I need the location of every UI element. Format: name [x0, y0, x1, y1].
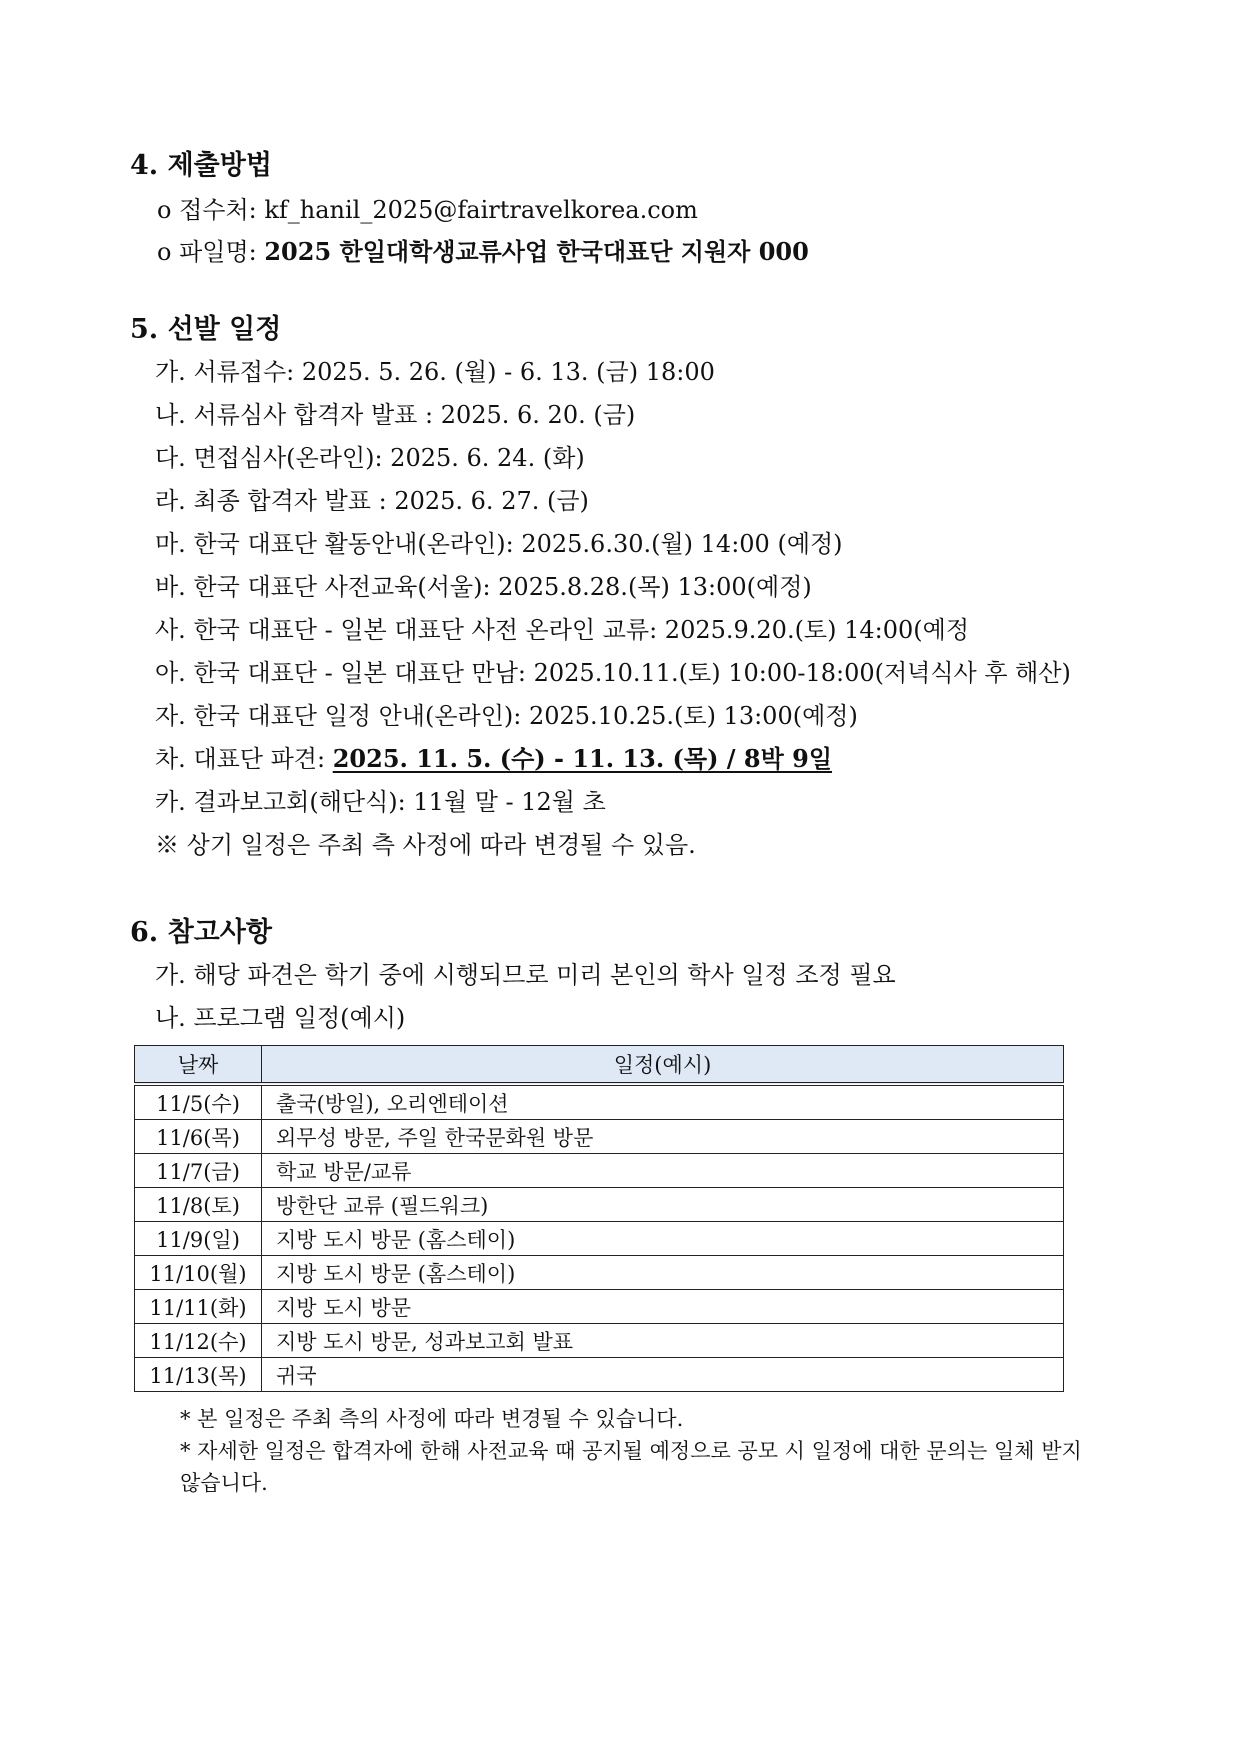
row-date: 11/7(금) — [135, 1154, 262, 1188]
table-row — [135, 1324, 1064, 1358]
table-row — [135, 1222, 1064, 1256]
row-date: 11/8(토) — [135, 1188, 262, 1222]
header-date: 날짜 — [135, 1046, 262, 1085]
row-event: 귀국 — [262, 1358, 1064, 1392]
schedule-item: 아. 한국 대표단 - 일본 대표단 만남: 2025.10.11.(토) 10:00-18:00(저녁식사 후 해산) — [155, 659, 1071, 687]
row-event: 지방 도시 방문 — [262, 1290, 1064, 1324]
filename-value: 2025 한일대학생교류사업 한국대표단 지원자 000 — [264, 237, 809, 266]
schedule-notice: ※ 상기 일정은 주최 측 사정에 따라 변경될 수 있음. — [155, 831, 696, 859]
row-date: 11/9(일) — [135, 1222, 262, 1256]
schedule-item: 카. 결과보고회(해단식): 11월 말 - 12월 초 — [155, 788, 606, 816]
section-6-heading: 6. 참고사항 — [130, 917, 272, 948]
schedule-item: 나. 서류심사 합격자 발표 : 2025. 6. 20. (금) — [155, 401, 636, 429]
reference-item: 가. 해당 파견은 학기 중에 시행되므로 미리 본인의 학사 일정 조정 필요 — [155, 961, 896, 989]
reference-item: 나. 프로그램 일정(예시) — [155, 1004, 406, 1032]
row-event: 학교 방문/교류 — [262, 1154, 1064, 1188]
table-row — [135, 1358, 1064, 1392]
submission-email-line: o 접수처: kf_hanil_2025@fairtravelkorea.com — [157, 196, 698, 224]
table-footnote: * 본 일정은 주최 측의 사정에 따라 변경될 수 있습니다. — [180, 1407, 684, 1431]
table-footnote: * 자세한 일정은 합격자에 한해 사전교육 때 공지될 예정으로 공모 시 일정에 대한 문의는 일체 받지 않습니다. — [180, 1439, 1082, 1495]
row-date: 11/6(목) — [135, 1120, 262, 1154]
row-event: 지방 도시 방문 (홈스테이) — [262, 1256, 1064, 1290]
table-row — [135, 1084, 1064, 1120]
row-date: 11/11(화) — [135, 1290, 262, 1324]
row-date: 11/10(월) — [135, 1256, 262, 1290]
row-event: 출국(방일), 오리엔테이션 — [262, 1084, 1064, 1120]
row-date: 11/13(목) — [135, 1358, 262, 1392]
program-schedule-table — [134, 1045, 1064, 1392]
row-event: 지방 도시 방문 (홈스테이) — [262, 1222, 1064, 1256]
header-schedule: 일정(예시) — [262, 1046, 1064, 1085]
row-date: 11/5(수) — [135, 1084, 262, 1120]
section-4-heading: 4. 제출방법 — [130, 150, 272, 181]
schedule-item: 마. 한국 대표단 활동안내(온라인): 2025.6.30.(월) 14:00 (예정) — [155, 530, 843, 558]
schedule-item: 바. 한국 대표단 사전교육(서울): 2025.8.28.(목) 13:00(예정) — [155, 573, 812, 601]
row-event: 지방 도시 방문, 성과보고회 발표 — [262, 1324, 1064, 1358]
table-row — [135, 1154, 1064, 1188]
section-5-heading: 5. 선발 일정 — [130, 314, 282, 345]
table-header-row — [135, 1046, 1064, 1085]
schedule-item: 자. 한국 대표단 일정 안내(온라인): 2025.10.25.(토) 13:00(예정) — [155, 702, 858, 730]
row-event: 외무성 방문, 주일 한국문화원 방문 — [262, 1120, 1064, 1154]
filename-prefix: o 파일명: — [157, 238, 265, 266]
schedule-item: 사. 한국 대표단 - 일본 대표단 사전 온라인 교류: 2025.9.20.(토) 14:00(예정 — [155, 616, 970, 644]
table-row — [135, 1290, 1064, 1324]
table-row — [135, 1256, 1064, 1290]
table-row — [135, 1188, 1064, 1222]
row-date: 11/12(수) — [135, 1324, 262, 1358]
row-event: 방한단 교류 (필드워크) — [262, 1188, 1064, 1222]
submission-filename-line — [157, 232, 809, 267]
schedule-item: 가. 서류접수: 2025. 5. 26. (월) - 6. 13. (금) 18:00 — [155, 358, 715, 386]
schedule-item: 라. 최종 합격자 발표 : 2025. 6. 27. (금) — [155, 487, 589, 515]
table-row — [135, 1120, 1064, 1154]
dispatch-dates: 2025. 11. 5. (수) - 11. 13. (목) / 8박 9일 — [332, 744, 833, 773]
dispatch-item — [155, 739, 832, 774]
dispatch-prefix: 차. 대표단 파견: — [155, 745, 333, 773]
schedule-item: 다. 면접심사(온라인): 2025. 6. 24. (화) — [155, 444, 585, 472]
